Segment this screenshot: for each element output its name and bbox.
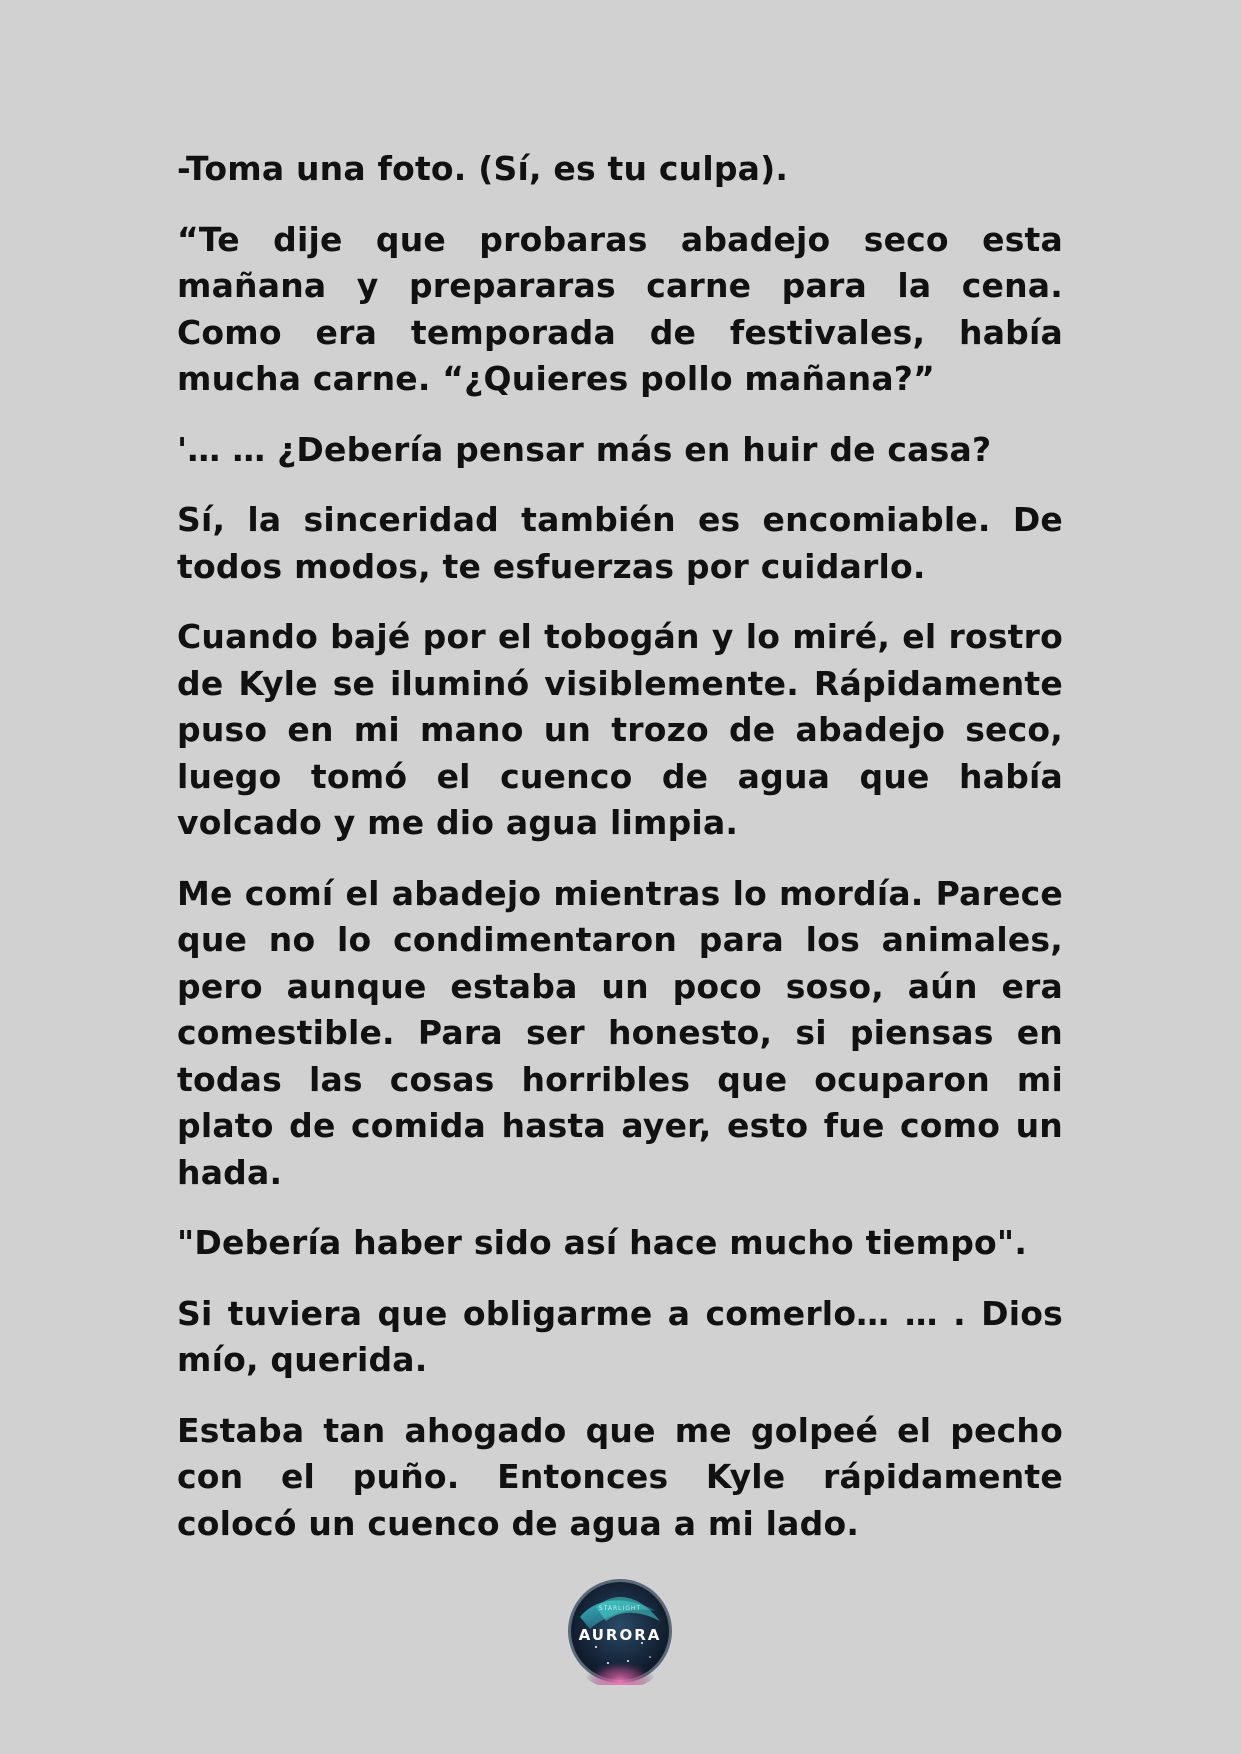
- paragraph: Si tuviera que obligarme a comerlo… … . Dios mío, querida.: [177, 1293, 1063, 1379]
- paragraph: -Toma una foto. (Sí, es tu culpa).: [177, 149, 789, 188]
- paragraph: Estaba tan ahogado que me golpeé el pecho con el puño. Entonces Kyle rápidamente colocó un cuenco de agua a mi lado.: [177, 1410, 1063, 1543]
- paragraph: Cuando bajé por el tobogán y lo miré, el rostro de Kyle se iluminó visiblemente. Rápidamente puso en mi mano un trozo de abadejo seco, luego tomó el cuenco de agua que había volcado y me dio agua limpia.: [177, 617, 1063, 842]
- body-text: [177, 146, 1063, 1571]
- paragraph: Sí, la sinceridad también es encomiable. De todos modos, te esfuerzas por cuidarlo.: [177, 500, 1063, 586]
- logo-name: AURORA: [578, 1626, 662, 1644]
- aurora-logo: [566, 1577, 674, 1685]
- paragraph: '… … ¿Debería pensar más en huir de casa?: [177, 429, 992, 469]
- logo-tagline: STARLIGHT: [598, 1605, 642, 1612]
- paragraph: “Te dije que probaras abadejo seco esta mañana y prepararas carne para la cena. Como era temporada de festivales, había mucha carne. “¿Quieres pollo mañana?”: [177, 219, 1063, 398]
- paragraph: "Debería haber sido así hace mucho tiempo".: [177, 1223, 1028, 1262]
- paragraph: Me comí el abadejo mientras lo mordía. Parece que no lo condimentaron para los animales, pero aunque estaba un poco soso, aún era comestible. Para ser honesto, si piensas en todas las cosas horribles que ocuparon mi plato de comida hasta ayer, esto fue como un hada.: [177, 873, 1063, 1192]
